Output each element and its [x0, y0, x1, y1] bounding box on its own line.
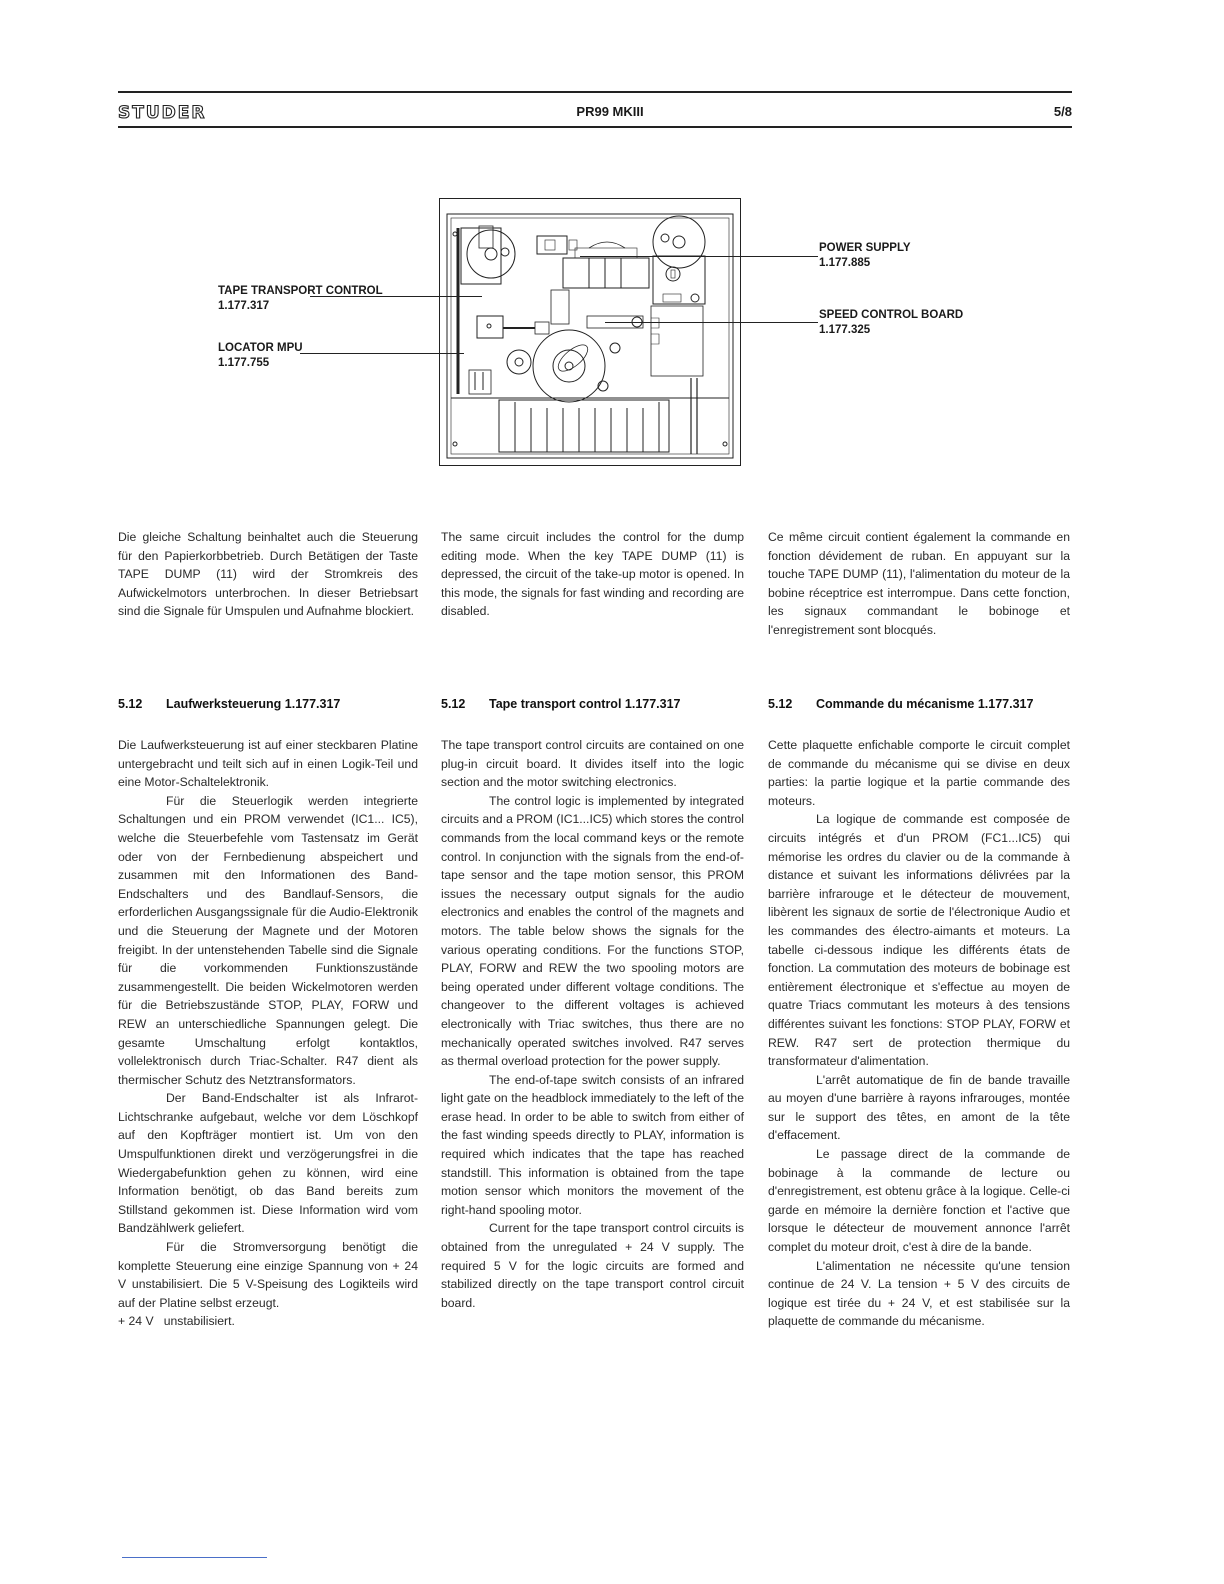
body-paragraph: Für die Stromversorgung benötigt die komplette Steuerung eine einzige Spannung von + 24 V unstabilisiert. Die 5 V-Speisung des Logikteils wird auf der Platine selbst erzeugt. — [118, 1240, 418, 1310]
capstan-motor — [533, 330, 605, 402]
intro-paragraph-en: The same circuit includes the control for the dump editing mode. When the key TAPE DUMP (11) is depressed, the circuit of the take-up motor is opened. In this mode, the signals for fast winding and recording are disabled. — [441, 530, 744, 619]
section-number: 5.12 — [768, 697, 793, 711]
intro-paragraph-fr: Ce même circuit contient également la commande en fonction dévidement de ruban. En appuyant sur la touche TAPE DUMP (11), l'alimentation du moteur de la bobine réceptrice est interrompue. Dans cette fonction, les signaux commandant le bobinoge et l'enregistrement sont blocqués. — [768, 530, 1070, 637]
section-heading-fr — [768, 697, 1033, 711]
intro-paragraph-de: Die gleiche Schaltung beinhaltet auch die Steuerung für den Papierkorbbetrieb. Durch Betätigen der Taste TAPE DUMP (11) wird der Stromkreis des Aufwickelmotors unterbrochen. In dieser Betriebsart sind die Signale für Umspulen und Aufnahme blockiert. — [118, 530, 418, 619]
callout-power-number: 1.177.885 — [819, 257, 871, 269]
body-paragraph: La logique de commande est composée de circuits intégrés et d'un PROM (FC1...IC5) qui mémorise les ordres du clavier ou de la commande à distance et suivant les informations délivrées par la barrière infrarouge et le détecteur de mouvement, libèrent les signaux de sortie de l'électronique Audio et les commandes des électro-aimants et moteurs. La tabelle ci-dessous indique les différents états de fonction. La commutation des moteurs de bobinage est entièrement électronique et s'effectue au moyen de quatre Triacs commutant les moteurs à des tensions différentes suivant les fonctions: STOP PLAY, FORW et REW. R47 sert de protection thermique du transformateur d'alimentation. — [768, 812, 1070, 1069]
body-paragraph: Current for the tape transport control circuits is obtained from the unregulated + 24 V supply. The required 5 V for the logic circuits are formed and stabilized directly on the tape transport control circuit board. — [441, 1221, 744, 1310]
figure-outer-frame — [440, 199, 741, 466]
tape-recorder-chassis-drawing — [439, 198, 741, 466]
brand-logo: STUDER — [118, 103, 207, 123]
body-paragraph: The control logic is implemented by integrated circuits and a PROM (IC1...IC5) which stores the control commands from the local command keys or the remote control. In conjunction with the signals from the end-of-tape sensor and the tape motion sensor, this PROM issues the necessary output signals for the audio electronics and enables the control of the magnets and motors. The table below shows the signals for the various operating conditions. For the functions STOP, PLAY, FORW and REW the two spooling motors are being operated under different voltage conditions. The changeover to the different voltages is achieved electronically with Triac switches, thus there are no mechanically operated switches involved. R47 serves as thermal overload protection for the power supply. — [441, 793, 744, 1069]
callout-speed-number: 1.177.325 — [819, 324, 871, 336]
callout-power-supply — [819, 241, 911, 271]
header-rule-top — [118, 91, 1072, 93]
footer-link-underline — [122, 1557, 267, 1558]
callout-power-label: POWER SUPPLY — [819, 242, 911, 254]
body-column-de — [118, 736, 418, 1331]
callout-locator-label: LOCATOR MPU — [218, 342, 303, 354]
body-paragraph: Die Laufwerksteuerung ist auf einer steckbaren Platine untergebracht und teilt sich auf in einen Logik-Teil und eine Motor-Schaltelektronik. — [118, 738, 418, 790]
page-number: 5/8 — [1053, 104, 1072, 119]
callout-tape-transport-label: TAPE TRANSPORT CONTROL — [218, 285, 383, 297]
body-paragraph: Für die Steuerlogik werden integrierte Schaltungen und ein PROM verwendet (IC1... IC5), welche die Steuerbefehle vom Tastensatz im Gerät oder von der Fernbedienung abspeichert und zusammen mit den Informationen des Band-Endschalters und des Bandlauf-Sensors, die erforderlichen Ausgangssignale für die Audio-Elektronik und die Steuerung der Magnete und der Motoren freigibt. In der untenstehenden Tabelle sind die Signale für die vorkommenden Funktionszustände zusammengestellt. Die beiden Wickelmotoren werden für die Betriebszustände STOP, PLAY, FORW und REW an unterschiedliche Spannungen gelegt. Die gesamte Umschaltung erfolgt kontaktlos, vollelektronisch durch Triac-Schalter. R47 dient als thermischer Schutz des Netztransformators. — [118, 793, 418, 1087]
right-reel — [653, 216, 705, 268]
header-rule-bottom — [118, 126, 1072, 128]
callout-tape-transport-number: 1.177.317 — [218, 300, 270, 312]
callout-tape-transport — [218, 284, 383, 314]
speed-control-board — [653, 256, 705, 304]
figure-inner-frame — [447, 214, 733, 458]
callout-locator-number: 1.177.755 — [218, 357, 270, 369]
model-title: PR99 MKIII — [576, 104, 644, 119]
callout-speed-control — [819, 308, 963, 338]
section-title-fr: Commande du mécanisme 1.177.317 — [816, 697, 1034, 711]
section-title-en: Tape transport control 1.177.317 — [489, 697, 681, 711]
tape-transport-control-board — [477, 316, 503, 338]
left-reel — [467, 230, 515, 278]
section-heading-en — [441, 697, 681, 711]
body-paragraph: Le passage direct de la commande de bobinage à la commande de lecture ou d'enregistrement, est obtenu grâce à la logique. Celle-ci garde en mémoire la dernière fonction et l'active que lorsque le détecteur de mouvement annonce l'arrêt complet du moteur droit, c'est à dire de la bande. — [768, 1147, 1070, 1255]
body-paragraph: L'arrêt automatique de fin de bande travaille au moyen d'une barrière à rayons infrarouges, montée sur le support des têtes, en amont de la tête d'effacement. — [768, 1072, 1070, 1143]
body-paragraph: + 24 V unstabilisiert. — [118, 1314, 235, 1329]
body-paragraph: Der Band-Endschalter ist als Infrarot-Lichtschranke aufgebaut, welche vor dem Löschkopf auf den Kopfträger montiert ist. Um von den Umspulfunktionen direkt und verzögerungsfrei in die Wiedergabefunktion gehen zu können, wird eine Information benötigt, ob das Band bereits zum Stillstand gekommen ist. Diese Information wird vom Bandzählwerk geliefert. — [118, 1091, 418, 1236]
section-heading-de — [118, 697, 340, 711]
power-supply-transformer — [563, 258, 649, 288]
body-paragraph: The end-of-tape switch consists of an infrared light gate on the headblock immediately to the left of the erase head. In order to be able to switch from either of the fast winding speeds directly to PLAY, information is required which indicates that the tape has reached standstill. This information is obtained from the tape motion sensor which monitors the movement of the right-hand spooling motor. — [441, 1072, 744, 1217]
callout-locator — [218, 341, 303, 371]
section-number: 5.12 — [118, 697, 143, 711]
body-paragraph: L'alimentation ne nécessite qu'une tension continue de 24 V. La tension + 5 V des circuits de logique est tirée du + 24 V, et est stabilisée sur la plaquette de commande du mécanisme. — [768, 1258, 1070, 1329]
callout-speed-label: SPEED CONTROL BOARD — [819, 309, 964, 321]
section-title-de: Laufwerksteuerung 1.177.317 — [166, 697, 341, 711]
body-paragraph: Cette plaquette enfichable comporte le circuit complet de commande du mécanisme qui se divise en deux parties: la partie logique et la partie commande des moteurs. — [768, 738, 1070, 808]
section-number: 5.12 — [441, 697, 466, 711]
body-column-en — [441, 736, 744, 1312]
body-column-fr — [768, 736, 1070, 1331]
body-paragraph: The tape transport control circuits are contained on one plug-in circuit board. It divides itself into the logic section and the motor switching electronics. — [441, 738, 744, 790]
